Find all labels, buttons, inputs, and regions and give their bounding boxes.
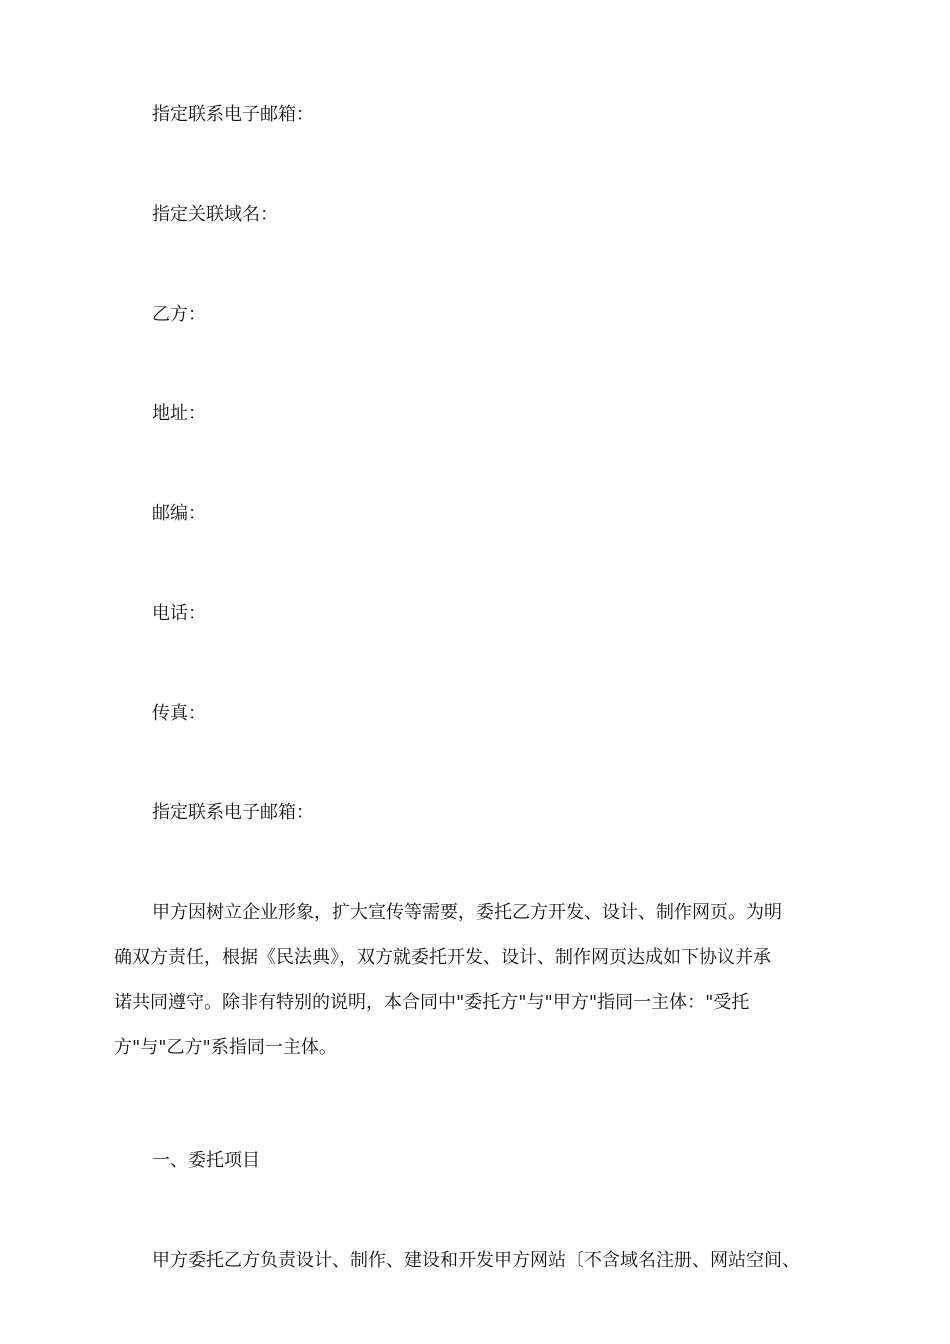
party-b-address-label: 地址： bbox=[152, 403, 206, 424]
party-a-contact-email-label: 指定联系电子邮箱： bbox=[152, 104, 314, 125]
preamble-line: 甲方因树立企业形象，扩大宣传等需要，委托乙方开发、设计、制作网页。为明 bbox=[152, 902, 782, 923]
party-b-postcode-label: 邮编： bbox=[152, 503, 206, 524]
party-b-contact-email-label: 指定联系电子邮箱： bbox=[152, 802, 314, 823]
preamble-paragraph bbox=[114, 900, 849, 1080]
preamble-line: 方"与"乙方"系指同一主体。 bbox=[114, 1037, 337, 1058]
section-one-heading: 一、委托项目 bbox=[152, 1150, 260, 1171]
related-domain-label: 指定关联域名： bbox=[152, 204, 278, 225]
party-b-fax-label: 传真： bbox=[152, 703, 206, 724]
section-one-first-line: 甲方委托乙方负责设计、制作、建设和开发甲方网站〔不含域名注册、网站空间、 bbox=[152, 1250, 800, 1271]
party-b-phone-label: 电话： bbox=[152, 603, 206, 624]
party-b-label: 乙方： bbox=[152, 304, 206, 325]
preamble-line: 诺共同遵守。除非有特别的说明，本合同中"委托方"与"甲方"指同一主体："受托 bbox=[114, 992, 750, 1013]
preamble-line: 确双方责任，根据《民法典》，双方就委托开发、设计、制作网页达成如下协议并承 bbox=[114, 947, 771, 968]
